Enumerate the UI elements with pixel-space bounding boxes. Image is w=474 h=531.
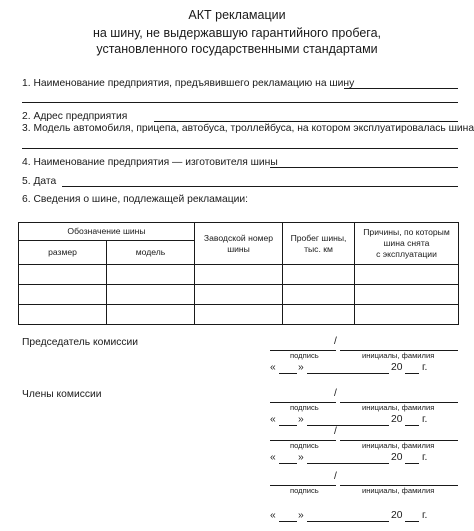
signature-caption: подпись: [290, 351, 319, 360]
initials-caption: инициалы, фамилия: [362, 441, 435, 450]
table-cell[interactable]: [107, 285, 195, 305]
date-year-field[interactable]: [405, 425, 419, 426]
size-header: размер: [19, 241, 107, 265]
table-cell[interactable]: [19, 285, 107, 305]
date-quote-close: »: [298, 510, 304, 521]
item-2-field[interactable]: [154, 121, 458, 122]
item-2-label: 2. Адрес предприятия: [22, 111, 128, 122]
removal-reason-header: Причины, по которым шина снята с эксплуатации: [355, 223, 459, 265]
date-quote-close: »: [298, 362, 304, 373]
date-year-field[interactable]: [405, 521, 419, 522]
act-subtitle-line-1: на шину, не выдержавшую гарантийного пробега,: [92, 26, 382, 40]
year-suffix: г.: [422, 414, 428, 425]
date-quote-open: «: [270, 362, 276, 373]
act-title: АКТ рекламации: [188, 8, 286, 22]
date-month-field[interactable]: [307, 373, 389, 374]
table-cell[interactable]: [195, 305, 283, 325]
year-prefix: 20: [391, 452, 403, 463]
date-month-field[interactable]: [307, 425, 389, 426]
year-suffix: г.: [422, 362, 428, 373]
model-header: модель: [107, 241, 195, 265]
date-day-field[interactable]: [279, 425, 297, 426]
table-header-row: [19, 223, 459, 241]
signature-slash: /: [334, 426, 337, 437]
date-quote-open: «: [270, 452, 276, 463]
item-6-label: 6. Сведения о шине, подлежащей рекламации:: [22, 194, 248, 205]
item-4-field[interactable]: [270, 167, 458, 168]
item-5-label: 5. Дата: [22, 176, 57, 187]
year-prefix: 20: [391, 362, 403, 373]
signature-caption: подпись: [290, 403, 319, 412]
date-month-field[interactable]: [307, 521, 389, 522]
table-cell[interactable]: [107, 305, 195, 325]
date-year-field[interactable]: [405, 373, 419, 374]
item-3-field[interactable]: [22, 148, 458, 149]
mileage-header: Пробег шины, тыс. км: [283, 223, 355, 265]
date-day-field[interactable]: [279, 373, 297, 374]
year-suffix: г.: [422, 510, 428, 521]
table-row[interactable]: [19, 305, 459, 325]
initials-caption: инициалы, фамилия: [362, 351, 435, 360]
table-row[interactable]: [19, 285, 459, 305]
item-1-field-continuation[interactable]: [22, 102, 458, 103]
serial-number-header: Заводской номер шины: [195, 223, 283, 265]
table-cell[interactable]: [283, 285, 355, 305]
table-cell[interactable]: [19, 305, 107, 325]
year-prefix: 20: [391, 414, 403, 425]
chairman-label: Председатель комиссии: [22, 337, 138, 348]
table-cell[interactable]: [283, 305, 355, 325]
signature-caption: подпись: [290, 486, 319, 495]
year-prefix: 20: [391, 510, 403, 521]
table-cell[interactable]: [355, 265, 459, 285]
date-day-field[interactable]: [279, 463, 297, 464]
signature-slash: /: [334, 336, 337, 347]
tire-details-table: [18, 222, 459, 325]
date-quote-open: «: [270, 414, 276, 425]
act-subtitle-line-2: установленного государственными стандартами: [96, 42, 378, 56]
signature-caption: подпись: [290, 441, 319, 450]
tire-designation-header: Обозначение шины: [19, 223, 195, 241]
date-day-field[interactable]: [279, 521, 297, 522]
date-quote-close: »: [298, 452, 304, 463]
date-year-field[interactable]: [405, 463, 419, 464]
table-row[interactable]: [19, 265, 459, 285]
table-cell[interactable]: [195, 265, 283, 285]
table-cell[interactable]: [355, 305, 459, 325]
table-cell[interactable]: [19, 265, 107, 285]
item-4-label: 4. Наименование предприятия — изготовителя шины: [22, 157, 278, 168]
members-label: Члены комиссии: [22, 389, 102, 400]
table-cell[interactable]: [107, 265, 195, 285]
signature-slash: /: [334, 388, 337, 399]
initials-caption: инициалы, фамилия: [362, 486, 435, 495]
item-1-label: 1. Наименование предприятия, предъявившего рекламацию на шину: [22, 78, 355, 89]
table-cell[interactable]: [283, 265, 355, 285]
initials-caption: инициалы, фамилия: [362, 403, 435, 412]
signature-slash: /: [334, 471, 337, 482]
table-cell[interactable]: [355, 285, 459, 305]
date-quote-open: «: [270, 510, 276, 521]
table-cell[interactable]: [195, 285, 283, 305]
year-suffix: г.: [422, 452, 428, 463]
date-quote-close: »: [298, 414, 304, 425]
item-1-field[interactable]: [344, 88, 458, 89]
item-3-label: 3. Модель автомобиля, прицепа, автобуса, троллейбуса, на котором эксплуатировалась шина: [22, 123, 474, 134]
date-month-field[interactable]: [307, 463, 389, 464]
item-5-field[interactable]: [62, 186, 458, 187]
